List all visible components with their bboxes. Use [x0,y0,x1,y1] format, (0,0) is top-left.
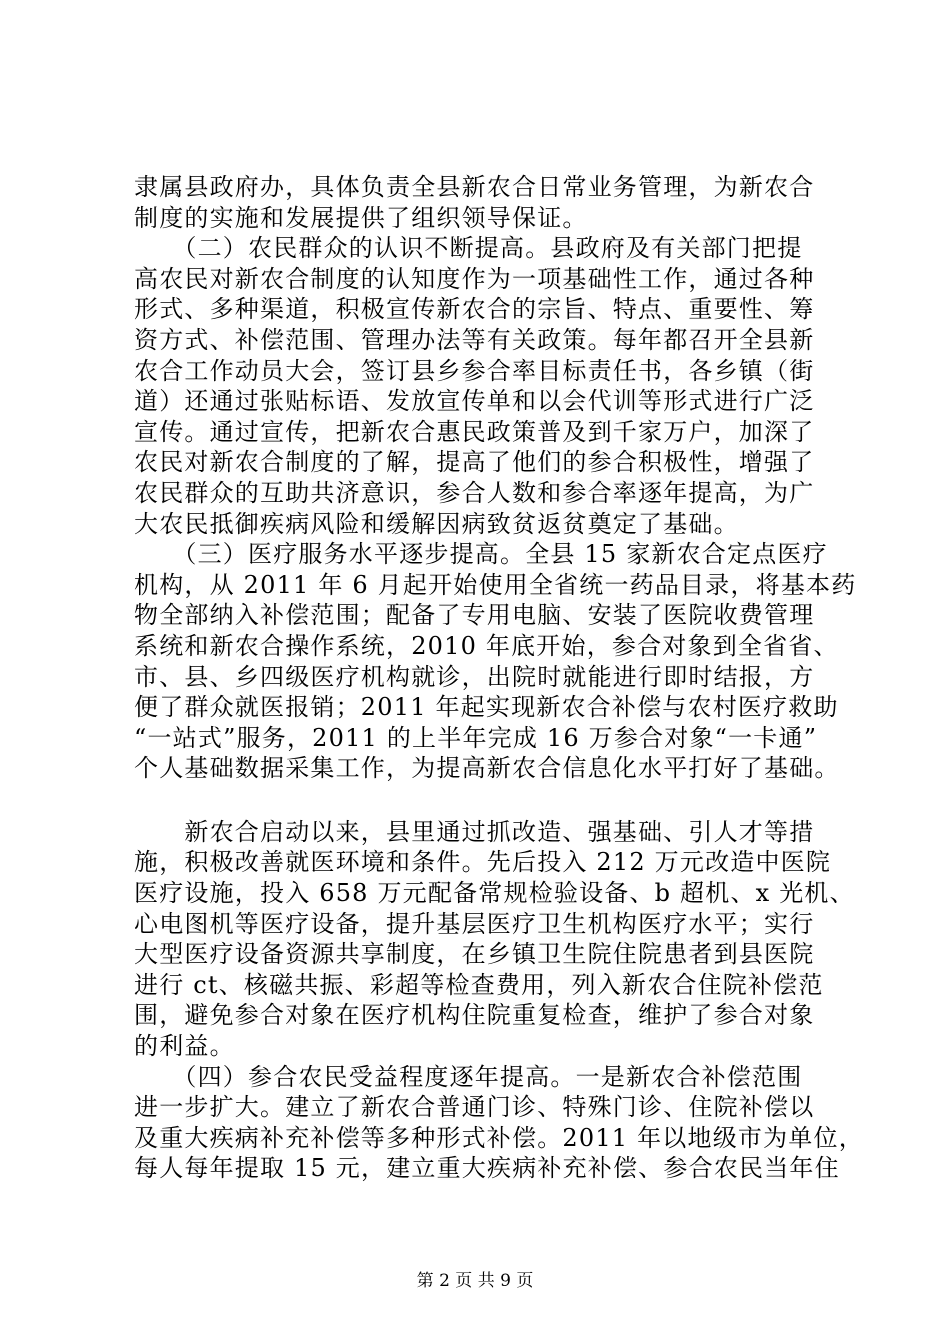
text-line: 道）还通过张贴标语、发放宣传单和以会代训等形式进行广泛 [134,387,815,416]
text-line: 便了群众就医报销；2011 年起实现新农合补偿与农村医疗救助 [134,693,839,722]
text-line: 医疗设施，投入 658 万元配备常规检验设备、b 超机、x 光机、 [134,879,855,908]
text-line: 施，积极改善就医环境和条件。先后投入 212 万元改造中医院 [134,848,832,877]
paragraph-group-b [134,817,864,1184]
text-line: 农民群众的互助共济意识，参合人数和参合率逐年提高，为广 [134,478,815,507]
text-line: 资方式、补偿范围、管理办法等有关政策。每年都召开全县新 [134,325,815,354]
text-line: 大型医疗设备资源共享制度，在乡镇卫生院住院患者到县医院 [134,940,815,969]
text-line: 系统和新农合操作系统，2010 年底开始，参合对象到全省省、 [134,631,839,660]
text-line: 的利益。 [134,1032,235,1061]
text-line: 宣传。通过宣传，把新农合惠民政策普及到千家万户，加深了 [134,417,815,446]
text-line: 新农合启动以来，县里通过抓改造、强基础、引人才等措 [134,817,815,846]
text-line: 高农民对新农合制度的认知度作为一项基础性工作，通过各种 [134,264,815,293]
text-line: 制度的实施和发展提供了组织领导保证。 [134,203,588,232]
text-line: 机构，从 2011 年 6 月起开始使用全省统一药品目录，将基本药 [134,570,857,599]
text-line: 大农民抵御疾病风险和缓解因病致贫返贫奠定了基础。 [134,509,739,538]
text-line: 及重大疾病补充补偿等多种形式补偿。2011 年以地级市为单位， [134,1123,864,1152]
paragraph-spacer [134,784,834,817]
text-line: （二）农民群众的认识不断提高。县政府及有关部门把提 [134,234,803,263]
paragraph-group-a [134,172,857,784]
text-line: 心电图机等医疗设备，提升基层医疗卫生机构医疗水平；实行 [134,909,815,938]
text-line: （四）参合农民受益程度逐年提高。一是新农合补偿范围 [134,1062,803,1091]
text-line: 进一步扩大。建立了新农合普通门诊、特殊门诊、住院补偿以 [134,1093,815,1122]
text-line: “一站式”服务，2011 的上半年完成 16 万参合对象“一卡通” [134,723,818,752]
text-line: 物全部纳入补偿范围；配备了专用电脑、安装了医院收费管理 [134,601,815,630]
document-body [134,172,864,1184]
text-line: 围，避免参合对象在医疗机构住院重复检查，维护了参合对象 [134,1001,815,1030]
text-line: 隶属县政府办，具体负责全县新农合日常业务管理，为新农合 [134,173,815,201]
text-line: 农合工作动员大会，签订县乡参合率目标责任书，各乡镇（街 [134,356,815,385]
text-line: 每人每年提取 15 元，建立重大疾病补充补偿、参合农民当年住 [134,1154,840,1183]
text-line: 市、县、乡四级医疗机构就诊，出院时就能进行即时结报，方 [134,662,815,691]
text-line: （三）医疗服务水平逐步提高。全县 15 家新农合定点医疗 [134,540,828,569]
text-line: 形式、多种渠道，积极宣传新农合的宗旨、特点、重要性、筹 [134,295,815,324]
text-line: 进行 ct、核磁共振、彩超等检查费用，列入新农合住院补偿范 [134,970,824,999]
page-footer: 第 2 页 共 9 页 [416,1271,534,1291]
text-line: 农民对新农合制度的了解，提高了他们的参合积极性，增强了 [134,448,815,477]
text-line: 个人基础数据采集工作，为提高新农合信息化水平打好了基础。 [134,754,840,783]
